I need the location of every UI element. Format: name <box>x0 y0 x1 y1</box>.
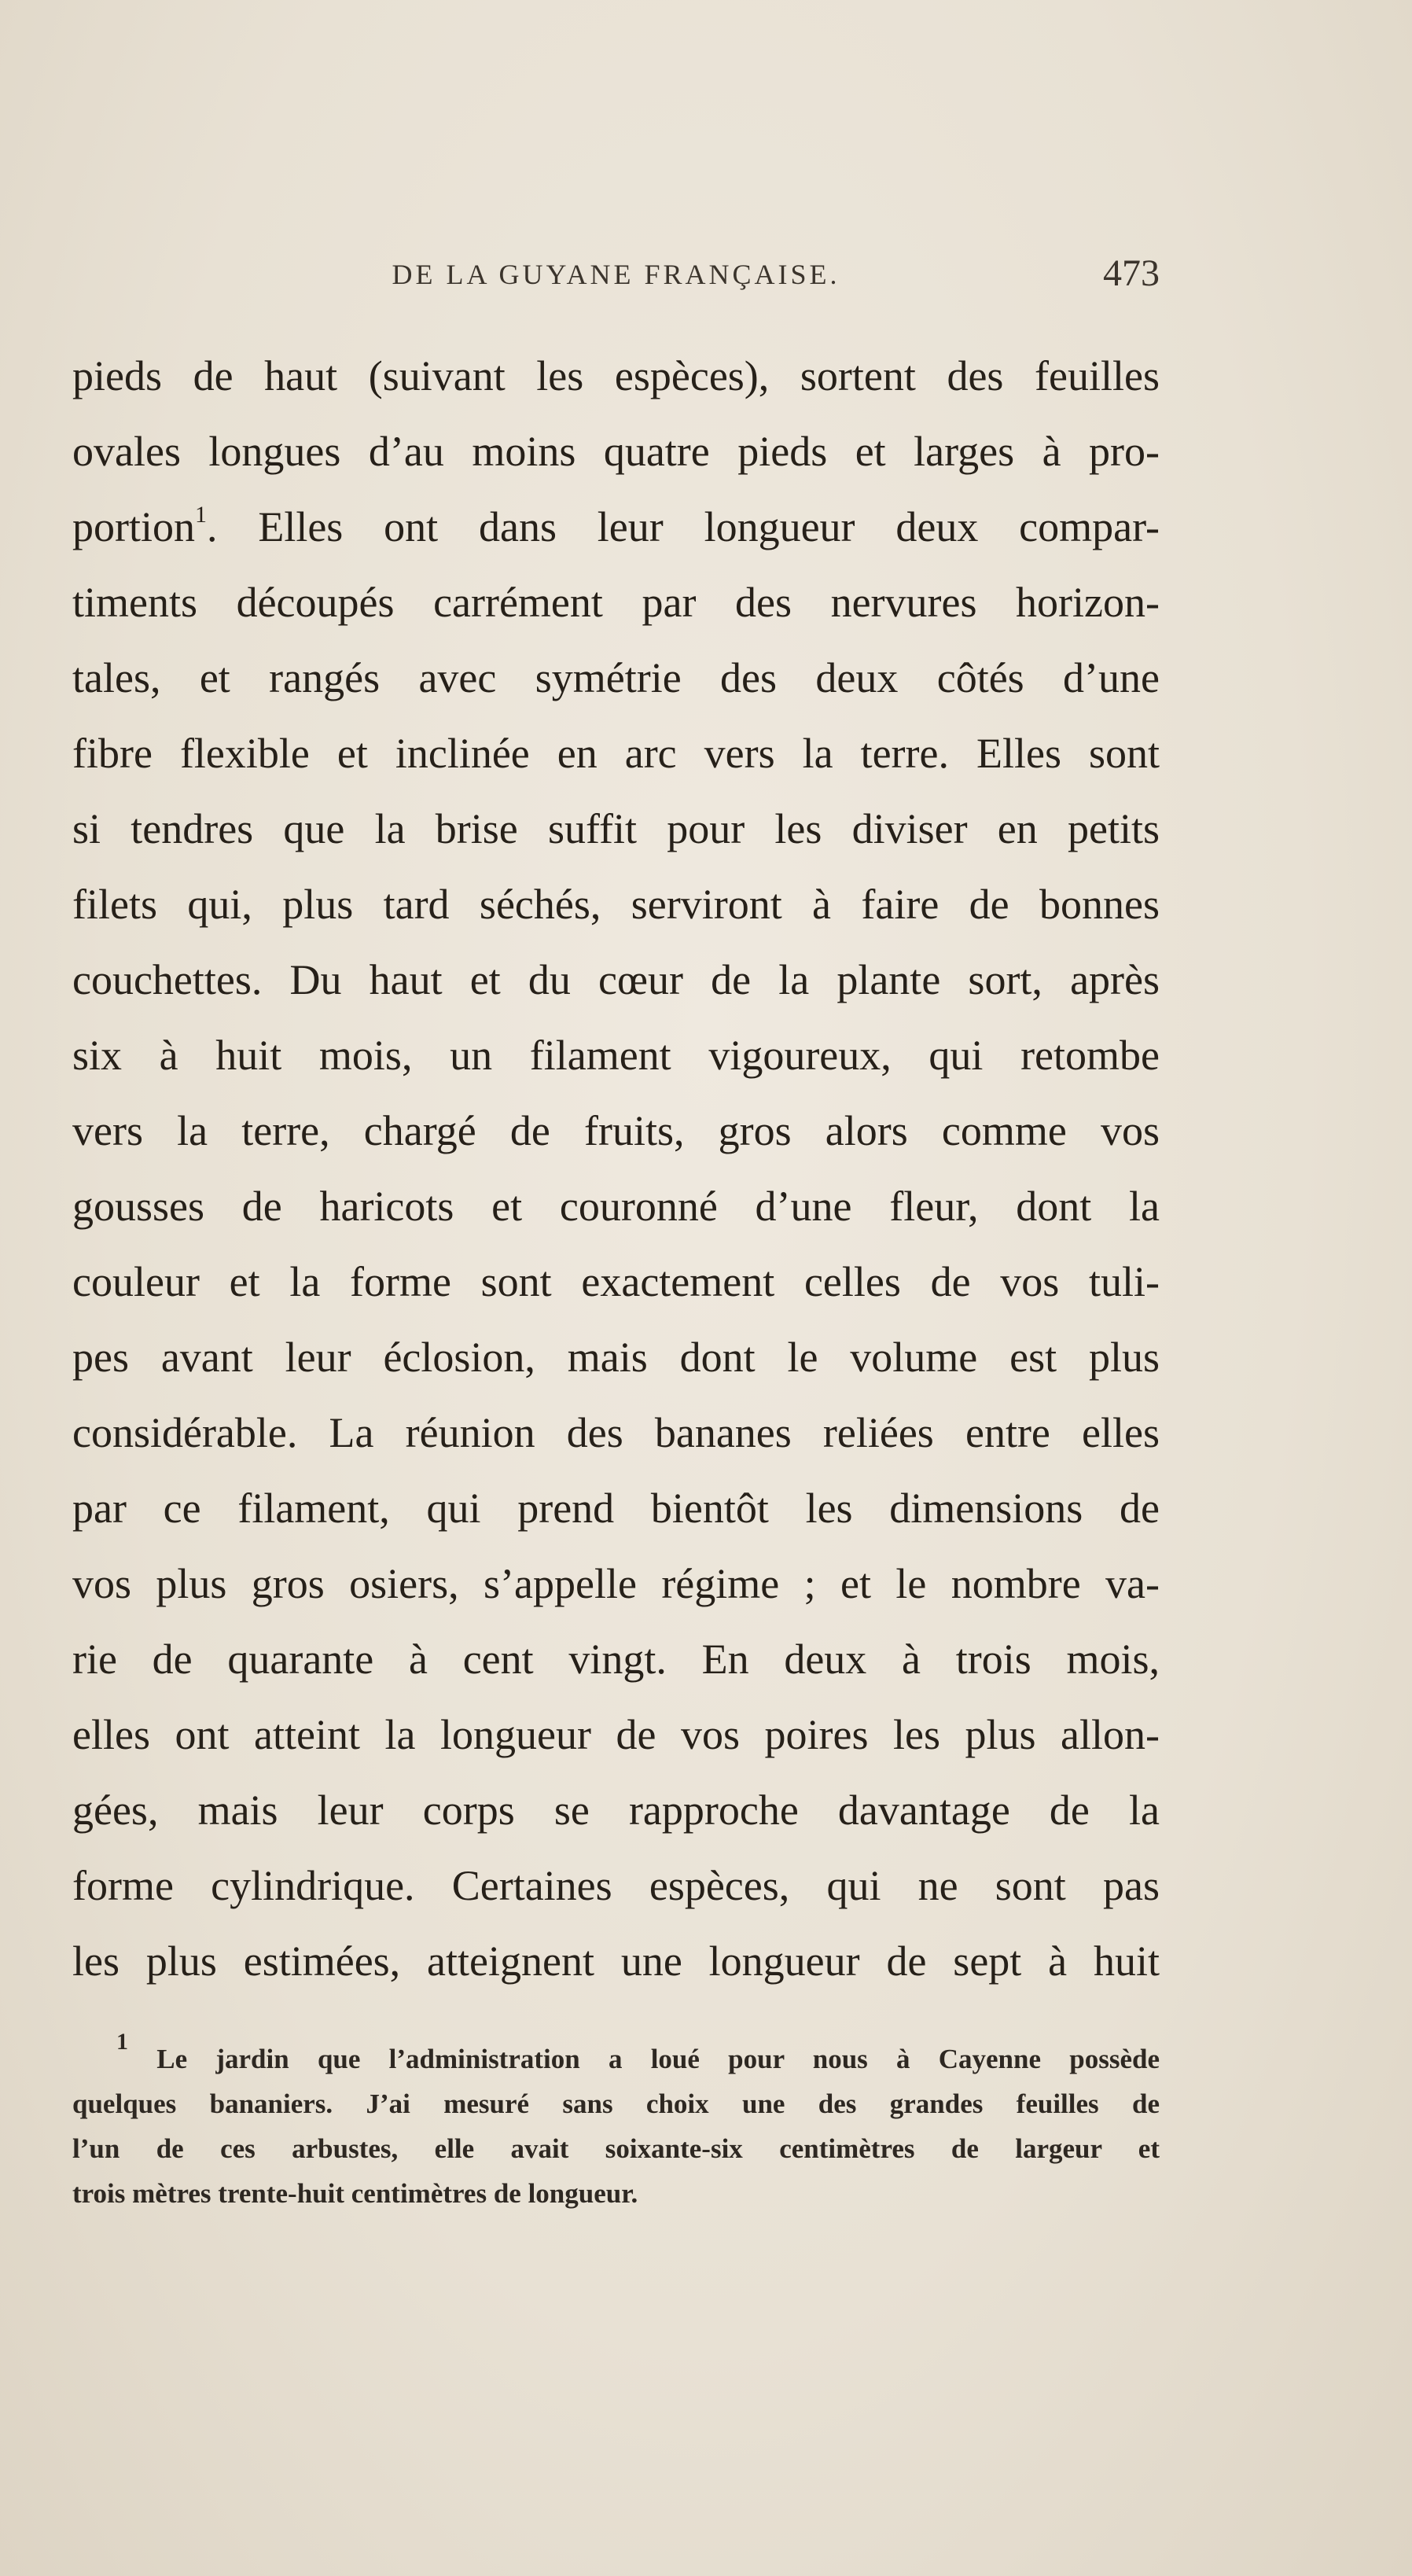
text-line: fibre flexible et inclinée en arc vers la terre. Elles sont <box>72 730 1160 777</box>
running-head: DE LA GUYANE FRANÇAISE. <box>392 259 840 290</box>
text-line: pes avant leur éclosion, mais dont le volume est plus <box>72 1334 1160 1381</box>
text-line <box>72 489 1160 565</box>
text-line: tales, et rangés avec symétrie des deux côtés d’une <box>72 654 1160 701</box>
footnote-line: quelques bananiers. J’ai mesuré sans choix une des grandes feuilles de <box>72 2088 1160 2119</box>
text-line: gées, mais leur corps se rapproche davantage de la <box>72 1787 1160 1834</box>
text-line: considérable. La réunion des bananes reliées entre elles <box>72 1409 1160 1456</box>
text-line: timents découpés carrément par des nervures horizon- <box>72 579 1160 626</box>
text-line: forme cylindrique. Certaines espèces, qui ne sont pas <box>72 1862 1160 1909</box>
body-text <box>72 338 1160 1999</box>
footnote-reference: 1 <box>195 502 207 528</box>
text-line: six à huit mois, un filament vigoureux, qui retombe <box>72 1032 1160 1079</box>
footnote-line <box>72 2029 1160 2081</box>
text-line: les plus estimées, atteignent une longueur de sept à huit <box>72 1938 1160 1985</box>
page-number: 473 <box>1103 252 1160 294</box>
text-line: ovales longues d’au moins quatre pieds et larges à pro- <box>72 428 1160 475</box>
text-line: filets qui, plus tard séchés, serviront à faire de bonnes <box>72 881 1160 928</box>
footnote <box>72 2029 1160 2216</box>
footnote-marker: 1 <box>116 2029 128 2055</box>
text-line: vos plus gros osiers, s’appelle régime ; et le nombre va- <box>72 1560 1160 1607</box>
footnote-line: l’un de ces arbustes, elle avait soixante-six centimètres de largeur et <box>72 2133 1160 2164</box>
footnote-text: Le jardin que l’administration a loué pour nous à Cayenne possède <box>156 2044 1160 2074</box>
text-line: gousses de haricots et couronné d’une fleur, dont la <box>72 1183 1160 1230</box>
text-line: vers la terre, chargé de fruits, gros alors comme vos <box>72 1107 1160 1154</box>
text-line: couchettes. Du haut et du cœur de la plante sort, après <box>72 956 1160 1003</box>
page-header <box>72 252 1160 305</box>
text-line: elles ont atteint la longueur de vos poires les plus allon- <box>72 1711 1160 1758</box>
text-line: par ce filament, qui prend bientôt les dimensions de <box>72 1485 1160 1532</box>
text-line: pieds de haut (suivant les espèces), sortent des feuilles <box>72 352 1160 399</box>
footnote-line: trois mètres trente-huit centimètres de longueur. <box>72 2178 638 2209</box>
text-line: couleur et la forme sont exactement celles de vos tuli- <box>72 1258 1160 1305</box>
text-line: si tendres que la brise suffit pour les diviser en petits <box>72 805 1160 852</box>
text-fragment: . Elles ont dans leur longueur deux compar- <box>207 503 1160 550</box>
text-line: rie de quarante à cent vingt. En deux à trois mois, <box>72 1636 1160 1683</box>
text-fragment: portion <box>72 503 195 550</box>
